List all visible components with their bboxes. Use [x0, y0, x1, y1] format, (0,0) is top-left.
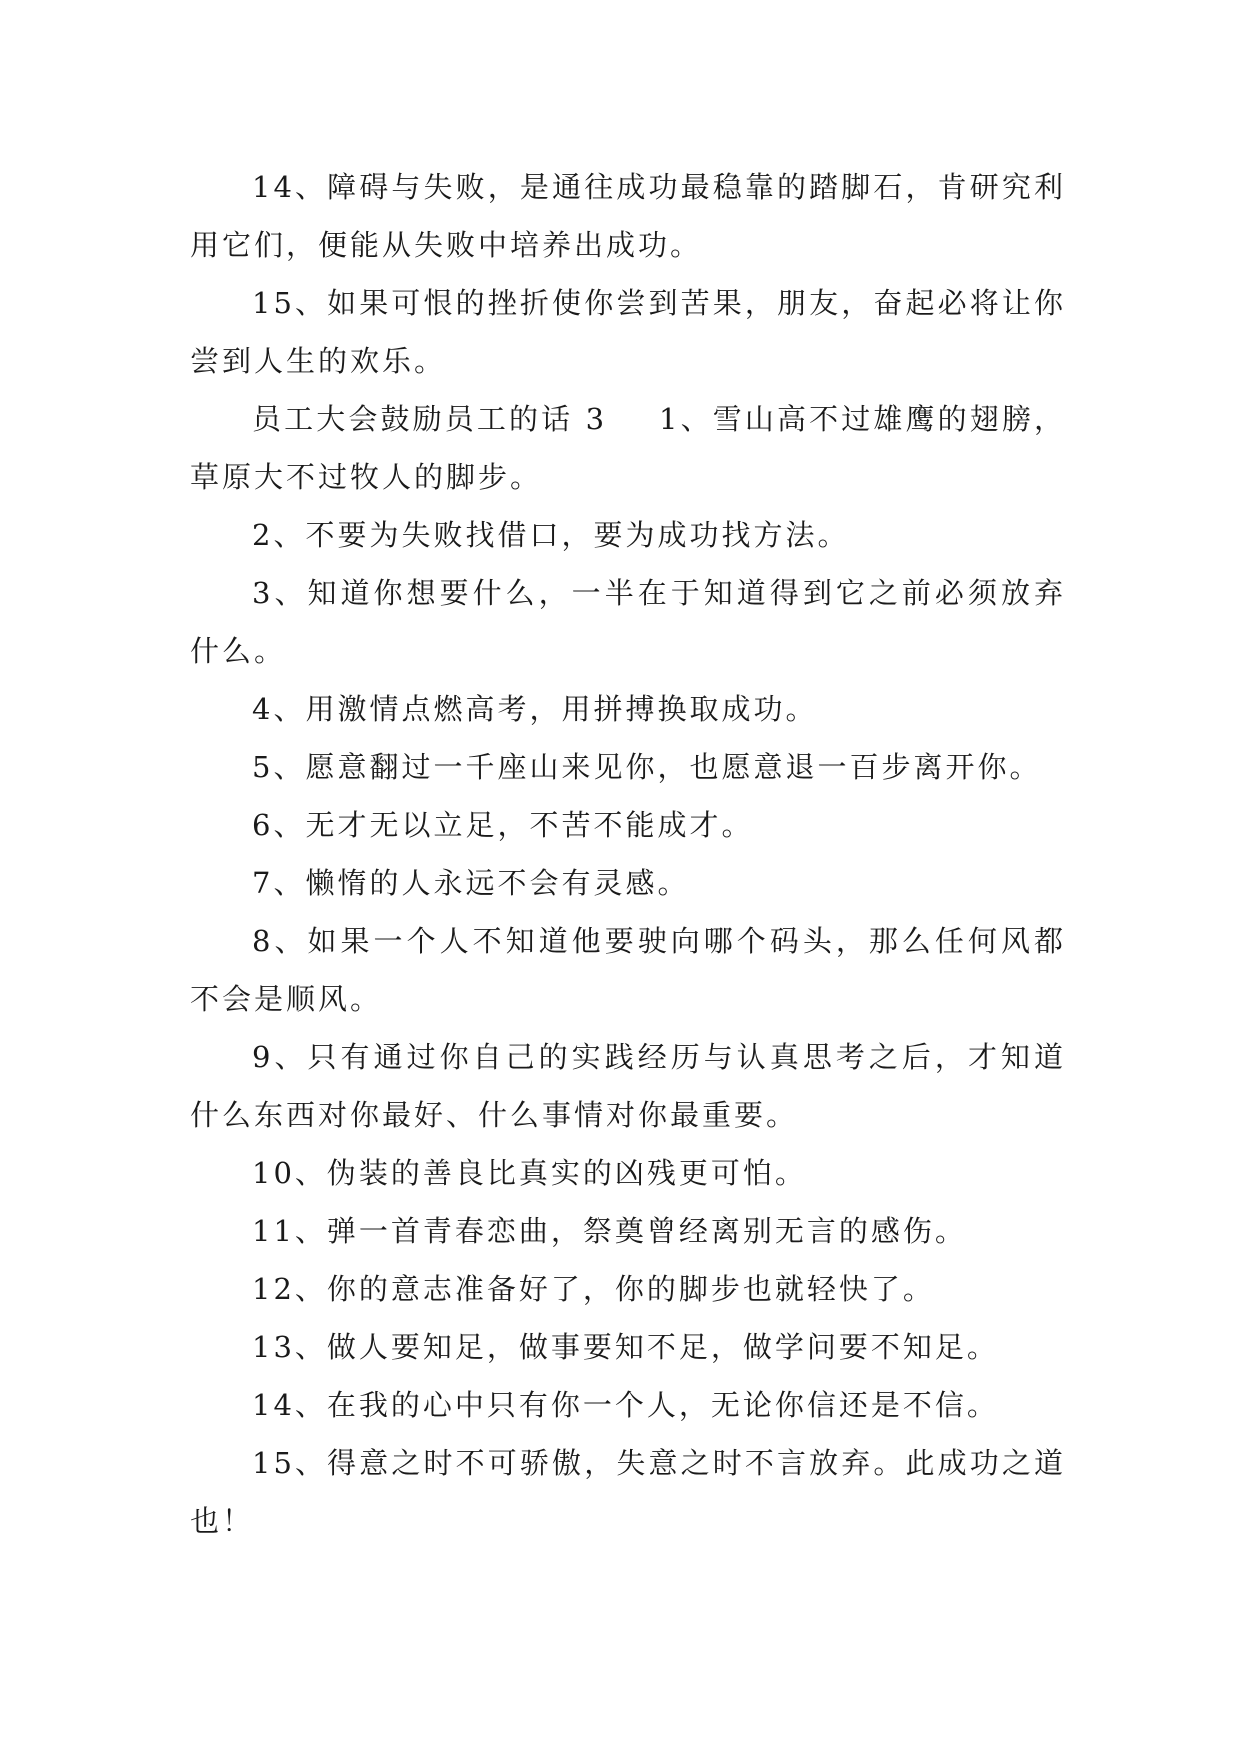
paragraph: 12、你的意志准备好了，你的脚步也就轻快了。 [252, 1272, 935, 1306]
section-first-item: 1、雪山高不过雄鹰的翅膀，草原大不过牧人的脚步。 [190, 402, 1066, 494]
paragraph: 3、知道你想要什么，一半在于知道得到它之前必须放弃什么。 [190, 576, 1066, 668]
paragraph: 10、伪装的善良比真实的凶残更可怕。 [252, 1156, 807, 1190]
paragraph: 8、如果一个人不知道他要驶向哪个码头，那么任何风都不会是顺风。 [190, 924, 1066, 1016]
section-heading: 员工大会鼓励员工的话 3 [252, 402, 608, 436]
paragraph: 15、得意之时不可骄傲，失意之时不言放弃。此成功之道也！ [190, 1446, 1066, 1538]
paragraph: 7、懒惰的人永远不会有灵感。 [252, 866, 690, 900]
paragraph: 14、在我的心中只有你一个人，无论你信还是不信。 [252, 1388, 999, 1422]
section-paragraph [190, 390, 1066, 506]
paragraph: 15、如果可恨的挫折使你尝到苦果，朋友，奋起必将让你尝到人生的欢乐。 [190, 286, 1066, 378]
paragraph: 11、弹一首青春恋曲，祭奠曾经离别无言的感伤。 [252, 1214, 967, 1248]
paragraph: 4、用激情点燃高考，用拼搏换取成功。 [252, 692, 818, 726]
paragraph: 14、障碍与失败，是通往成功最稳靠的踏脚石，肯研究利用它们，便能从失败中培养出成功。 [190, 170, 1066, 262]
paragraph: 2、不要为失败找借口，要为成功找方法。 [252, 518, 850, 552]
paragraph: 9、只有通过你自己的实践经历与认真思考之后，才知道什么东西对你最好、什么事情对你最重要。 [190, 1040, 1066, 1132]
paragraph: 6、无才无以立足，不苦不能成才。 [252, 808, 754, 842]
paragraph: 5、愿意翻过一千座山来见你，也愿意退一百步离开你。 [252, 750, 1042, 784]
document-body [190, 158, 1066, 1550]
paragraph: 13、做人要知足，做事要知不足，做学问要不知足。 [252, 1330, 999, 1364]
